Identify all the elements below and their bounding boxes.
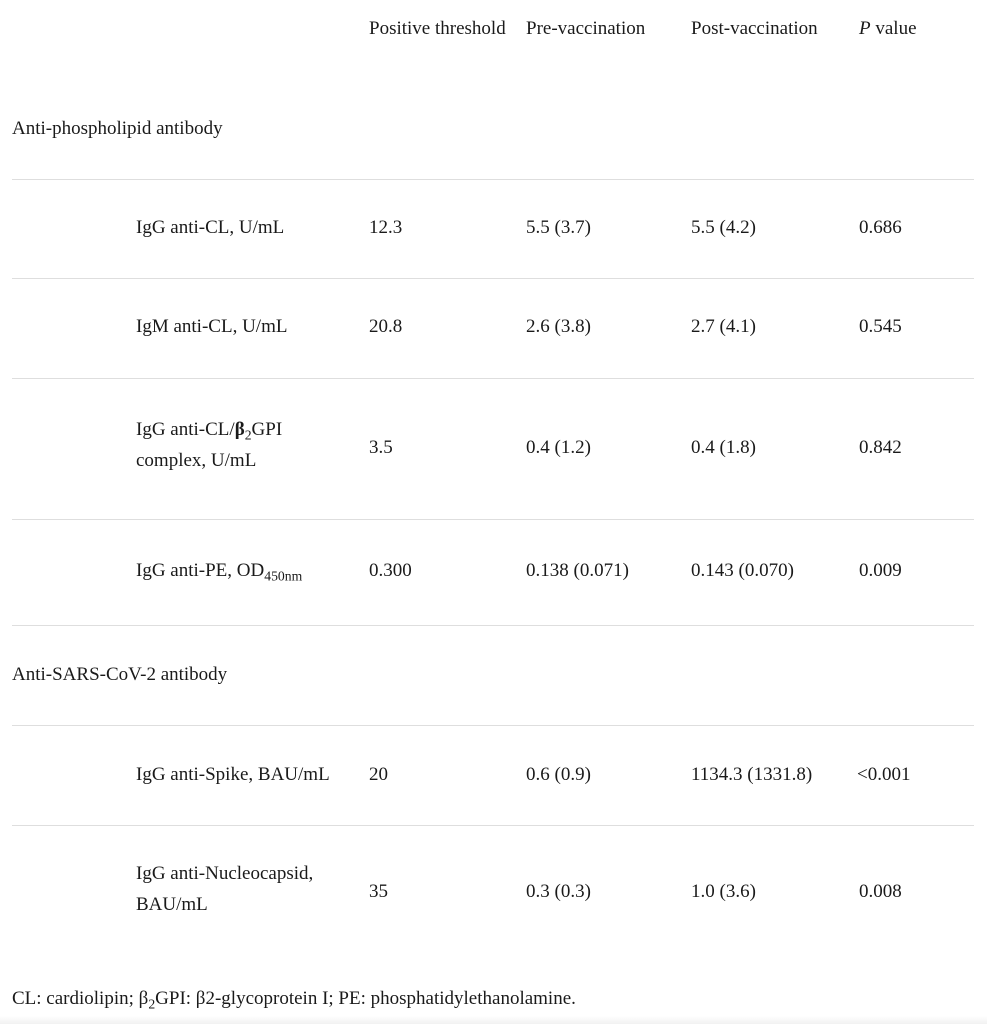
cell-threshold: 3.5	[369, 437, 393, 458]
cell-post: 5.5 (4.2)	[691, 217, 756, 238]
cell-pre: 0.6 (0.9)	[526, 764, 591, 785]
cell-pre: 5.5 (3.7)	[526, 217, 591, 238]
cell-threshold: 12.3	[369, 217, 403, 238]
cell-threshold: 0.300	[369, 560, 412, 581]
cell-post: 0.4 (1.8)	[691, 437, 756, 458]
row-label-line1: IgG anti-Nucleocapsid,	[136, 863, 314, 884]
cell-post: 1134.3 (1331.8)	[691, 764, 813, 785]
cell-p-value: 0.545	[859, 316, 902, 337]
cell-pre: 0.3 (0.3)	[526, 881, 591, 902]
cell-p-value: 0.008	[859, 881, 902, 902]
cell-pre: 0.4 (1.2)	[526, 437, 591, 458]
row-divider	[12, 278, 974, 279]
header-value-word: value	[875, 18, 917, 39]
row-divider	[12, 625, 974, 626]
row-divider	[12, 378, 974, 379]
row-label: IgG anti-Spike, BAU/mL	[136, 764, 330, 785]
cell-post: 1.0 (3.6)	[691, 881, 756, 902]
row-label: IgG anti-CL, U/mL	[136, 217, 285, 238]
header-pre-vaccination: Pre-vaccination	[526, 18, 646, 39]
row-label: IgM anti-CL, U/mL	[136, 316, 288, 337]
cell-threshold: 35	[369, 881, 388, 902]
section-title-anti-sars-cov-2: Anti-SARS-CoV-2 antibody	[12, 664, 228, 685]
row-divider	[12, 179, 974, 180]
cell-post: 0.143 (0.070)	[691, 560, 794, 581]
row-label	[136, 414, 282, 477]
row-label-line2: complex, U/mL	[136, 450, 257, 472]
bottom-edge-shade	[0, 1016, 987, 1024]
cell-pre: 2.6 (3.8)	[526, 316, 591, 337]
row-label: IgG anti-PE, $OD_{450nm}$	[136, 560, 303, 584]
cell-p-value: 0.686	[859, 217, 902, 238]
cell-threshold: 20.8	[369, 316, 403, 337]
row-divider	[12, 825, 974, 826]
header-post-vaccination: Post-vaccination	[691, 18, 818, 39]
row-label	[136, 858, 313, 921]
header-p-value	[859, 18, 917, 41]
cell-p-value: 0.009	[859, 560, 902, 581]
cell-p-value: <0.001	[857, 764, 911, 785]
table-footnote: CL: cardiolipin; $\beta_2GPI$: β2-glycoprotein I; PE: phosphatidylethanolamine.	[12, 988, 576, 1012]
row-divider	[12, 519, 974, 520]
section-title-anti-phospholipid: Anti-phospholipid antibody	[12, 118, 223, 139]
row-label-line2: BAU/mL	[136, 894, 208, 916]
row-label-line1: IgG anti-$CL/\beta_2GPI$	[136, 419, 283, 443]
header-p-letter: P	[859, 18, 871, 39]
cell-threshold: 20	[369, 764, 388, 785]
cell-post: 2.7 (4.1)	[691, 316, 756, 337]
cell-pre: 0.138 (0.071)	[526, 560, 629, 581]
cell-p-value: 0.842	[859, 437, 902, 458]
header-positive-threshold: Positive threshold	[369, 18, 506, 39]
row-divider	[12, 725, 974, 726]
